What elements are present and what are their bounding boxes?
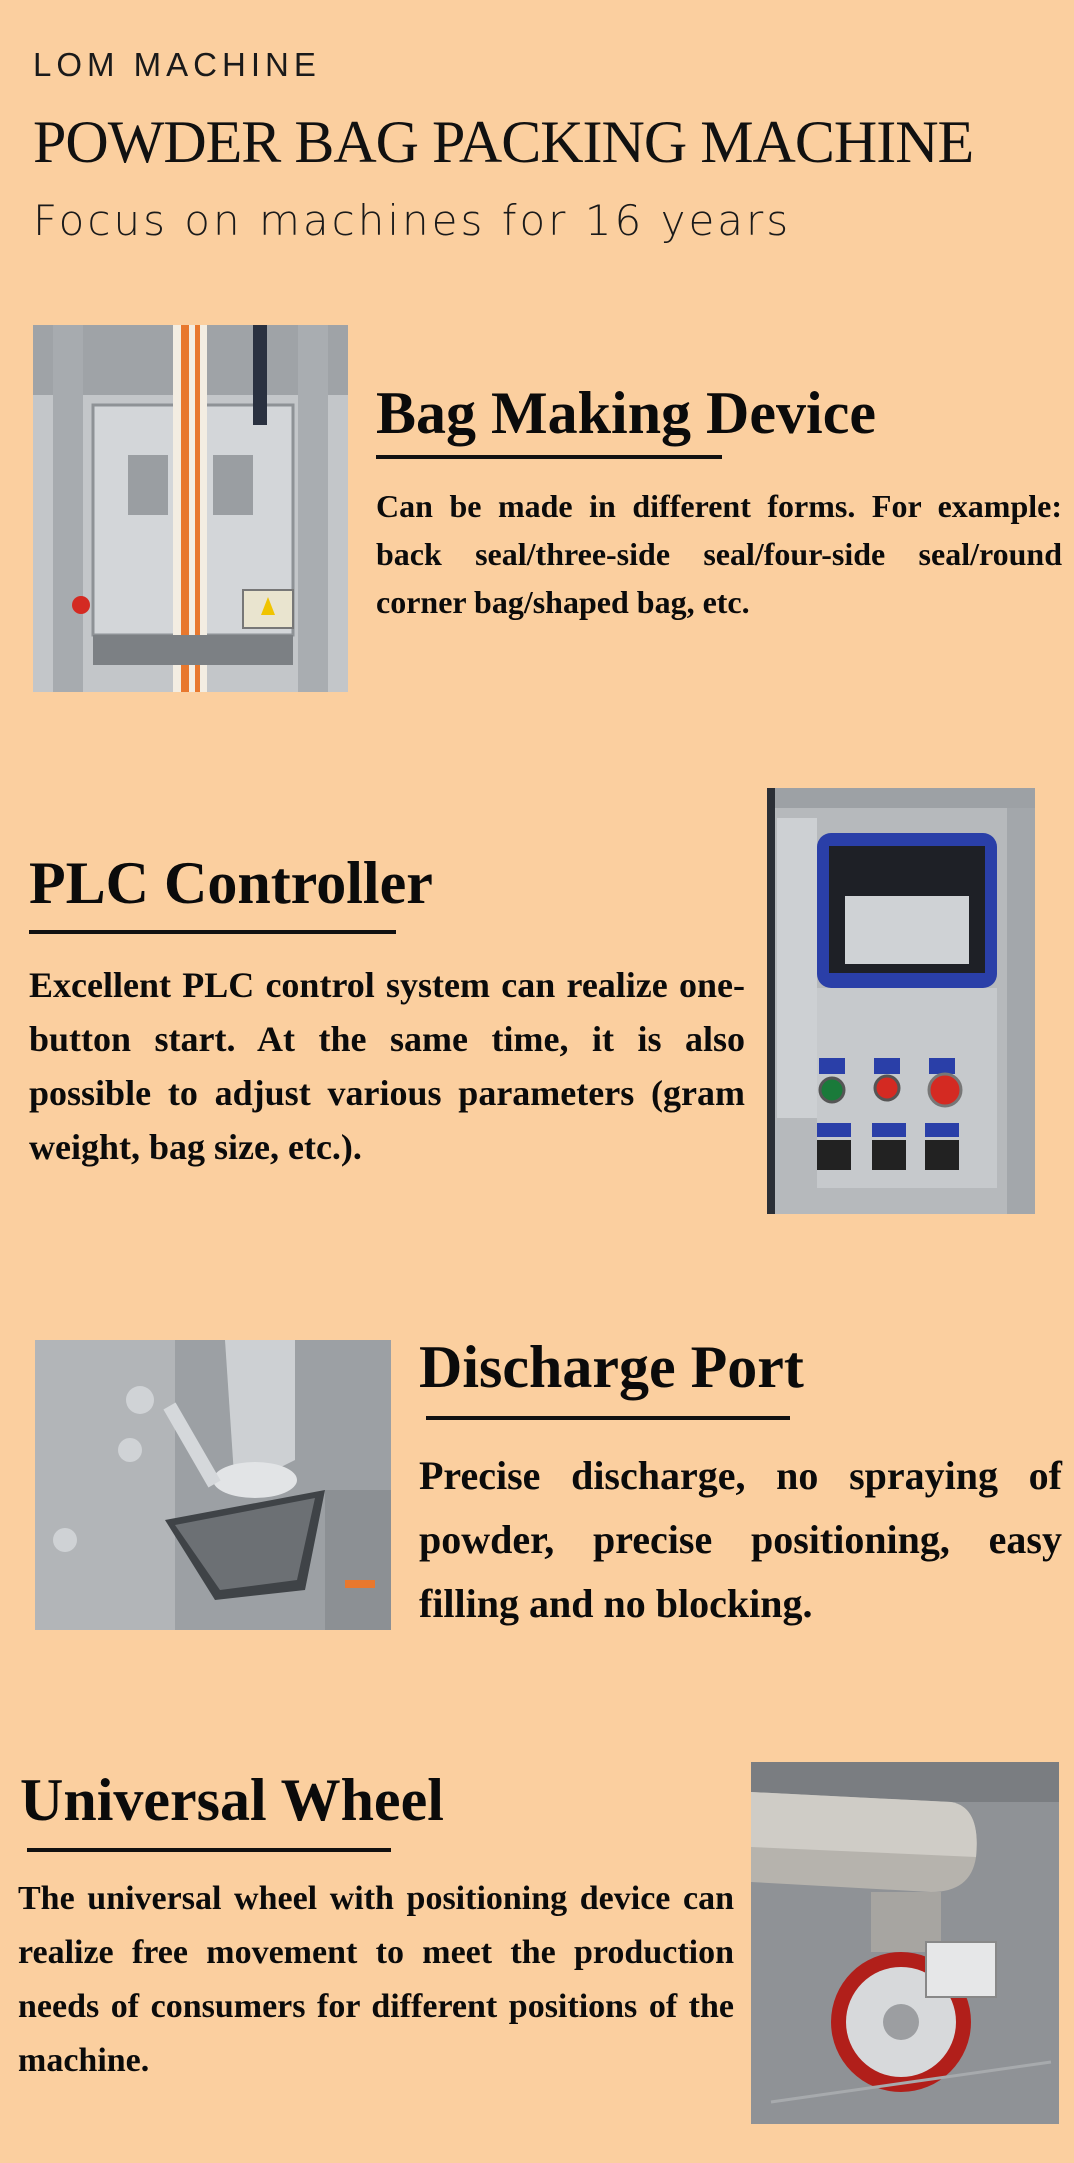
- bag-making-device-photo: [33, 325, 348, 692]
- section-heading-bag-making: Bag Making Device: [376, 380, 876, 446]
- discharge-port-photo: [35, 1340, 391, 1630]
- section-heading-discharge: Discharge Port: [419, 1334, 804, 1400]
- section-underline: [376, 455, 722, 459]
- section-underline: [426, 1416, 790, 1420]
- section-underline: [27, 1848, 391, 1852]
- section-underline: [29, 930, 396, 934]
- section-text-bag-making: Can be made in different forms. For example: back seal/three-side seal/four-side seal/round corner bag/shaped bag, etc.: [376, 488, 1062, 620]
- plc-controller-photo: [767, 788, 1035, 1214]
- section-text-plc: Excellent PLC control system can realize one-button start. At the same time, it is also possible to adjust various parameters (gram weight, bag size, etc.).: [29, 965, 745, 1167]
- brand-name: LOM MACHINE: [33, 46, 321, 83]
- universal-wheel-photo: [751, 1762, 1059, 2124]
- section-heading-plc: PLC Controller: [29, 850, 433, 916]
- section-text-wheel: The universal wheel with positioning device can realize free movement to meet the production needs of consumers for different positions of the machine.: [18, 1880, 734, 2079]
- page-title: POWDER BAG PACKING MACHINE: [33, 109, 974, 175]
- section-heading-wheel: Universal Wheel: [20, 1767, 444, 1833]
- tagline: Focus on machines for 16 years: [33, 196, 792, 245]
- section-text-discharge: Precise discharge, no spraying of powder, precise positioning, easy filling and no blocking.: [419, 1453, 1062, 1626]
